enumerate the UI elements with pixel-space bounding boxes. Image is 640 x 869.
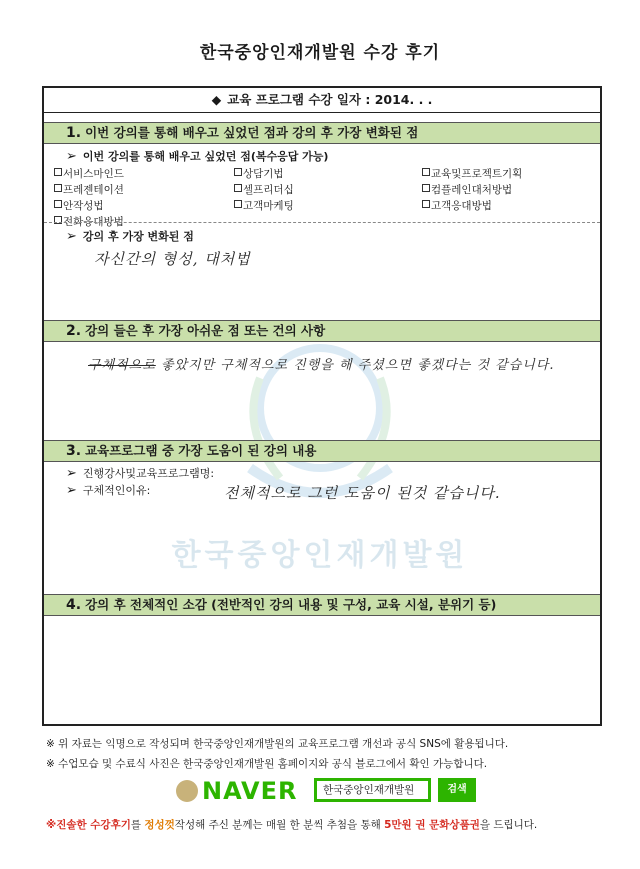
option-item[interactable] xyxy=(54,182,124,197)
sub1-label: 이번 강의를 통해 배우고 싶었던 점(복수응답 가능) xyxy=(82,150,329,163)
section4-heading xyxy=(44,594,600,616)
checkbox-icon[interactable] xyxy=(54,184,62,192)
diamond-icon: ◆ xyxy=(211,92,222,107)
promo-part: 정성껏 xyxy=(144,819,175,831)
note-1: ※ 위 자료는 익명으로 작성되며 한국중앙인재개발원의 교육프로그램 개선과 공식 SNS에 활용됩니다. xyxy=(46,738,509,750)
review-form xyxy=(42,86,602,726)
section2-title: 강의 들은 후 가장 아쉬운 점 또는 건의 사항 xyxy=(85,323,326,338)
sub2-label: 강의 후 가장 변화된 점 xyxy=(82,230,194,243)
section1-sub1 xyxy=(66,148,328,164)
option-label: 고객마케팅 xyxy=(243,200,294,212)
promo-part: 5만원 권 문화상품권 xyxy=(384,819,480,831)
option-label: 안작성법 xyxy=(63,200,104,212)
promo-part: 작성해 주신 분 xyxy=(174,819,243,831)
option-item[interactable] xyxy=(54,198,104,213)
arrow-icon: ➢ xyxy=(66,149,77,164)
section4-title: 강의 후 전체적인 소감 (전반적인 강의 내용 및 구성, 교육 시설, 분위기 등) xyxy=(85,597,497,612)
checkbox-icon[interactable] xyxy=(422,168,430,176)
option-label: 고객응대방법 xyxy=(431,200,492,212)
note-2: ※ 수업모습 및 수료식 사진은 한국중앙인재개발원 홈페이지와 공식 블로그에서 확인 가능합니다. xyxy=(46,758,488,770)
checkbox-icon[interactable] xyxy=(422,184,430,192)
handwritten-answer-3: 전체적으로 그런 도움이 된것 같습니다. xyxy=(224,484,501,502)
page-title: 한국중앙인재개발원 수강 후기 xyxy=(199,43,441,63)
option-item[interactable] xyxy=(234,166,284,181)
option-item[interactable] xyxy=(54,166,124,181)
date-label: 교육 프로그램 수강 일자 : 2014. . . xyxy=(227,92,433,107)
arrow-icon: ➢ xyxy=(66,466,77,481)
section2-number: 2. xyxy=(66,323,82,339)
divider xyxy=(44,222,600,223)
promo-part: ※진솔한 수강후기 xyxy=(46,819,131,831)
section4-number: 4. xyxy=(66,597,82,613)
section1-heading xyxy=(44,122,600,144)
option-label: 프레젠테이션 xyxy=(63,184,124,196)
option-item[interactable] xyxy=(422,198,492,213)
option-label: 컴플레인대처방법 xyxy=(431,184,513,196)
section3-number: 3. xyxy=(66,443,82,459)
handwritten-answer-1: 자신간의 형성, 대처법 xyxy=(94,250,251,268)
item1-label: 진행강사및교육프로그램명: xyxy=(82,467,215,480)
watermark-text: 한국중앙인재개발원 xyxy=(171,538,469,573)
promo-part: 께는 매월 한 분씩 추첨을 통해 xyxy=(242,819,385,831)
naver-search-banner xyxy=(176,775,626,809)
option-item[interactable] xyxy=(234,198,294,213)
section3-title: 교육프로그램 중 가장 도움이 된 강의 내용 xyxy=(85,443,317,458)
arrow-icon: ➢ xyxy=(66,483,77,498)
section3-item2 xyxy=(66,482,150,498)
option-label: 서비스마인드 xyxy=(63,168,124,180)
option-item[interactable] xyxy=(234,182,294,197)
struck-text: 구체적으로 xyxy=(88,358,156,373)
checkbox-icon[interactable] xyxy=(234,200,242,208)
option-label: 셀프리더십 xyxy=(243,184,294,196)
date-row xyxy=(44,88,600,113)
item2-label: 구체적인이유: xyxy=(82,484,151,497)
section1-sub2 xyxy=(66,228,194,244)
checkbox-icon[interactable] xyxy=(234,184,242,192)
section3-heading xyxy=(44,440,600,462)
handwritten-answer-2 xyxy=(88,354,555,373)
section1-title: 이번 강의를 통해 배우고 싶었던 점과 강의 후 가장 변화된 점 xyxy=(85,125,419,140)
checkbox-icon[interactable] xyxy=(234,168,242,176)
answer-text: 좋았지만 구체적으로 진행을 해 주셨으면 좋겠다는 것 같습니다. xyxy=(160,358,555,373)
promo-part: 을 드립니다. xyxy=(479,819,538,831)
search-button[interactable]: 검색 xyxy=(438,778,476,802)
naver-ball-icon xyxy=(176,780,198,802)
option-label: 전화응대방법 xyxy=(63,216,124,228)
naver-logo-text: NAVER xyxy=(202,777,298,805)
arrow-icon: ➢ xyxy=(66,229,77,244)
naver-logo[interactable] xyxy=(176,777,297,805)
promo-text xyxy=(46,817,537,832)
section1-number: 1. xyxy=(66,125,82,141)
section3-item1 xyxy=(66,465,214,481)
section2-heading xyxy=(44,320,600,342)
option-label: 상담기법 xyxy=(243,168,284,180)
option-label: 교육및프로젝트기획 xyxy=(431,168,523,180)
checkbox-icon[interactable] xyxy=(54,168,62,176)
checkbox-icon[interactable] xyxy=(422,200,430,208)
option-item[interactable] xyxy=(422,166,522,181)
search-input[interactable]: 한국중앙인재개발원 xyxy=(314,778,431,802)
checkbox-icon[interactable] xyxy=(54,200,62,208)
option-item[interactable] xyxy=(422,182,512,197)
promo-part: 를 xyxy=(130,819,145,831)
